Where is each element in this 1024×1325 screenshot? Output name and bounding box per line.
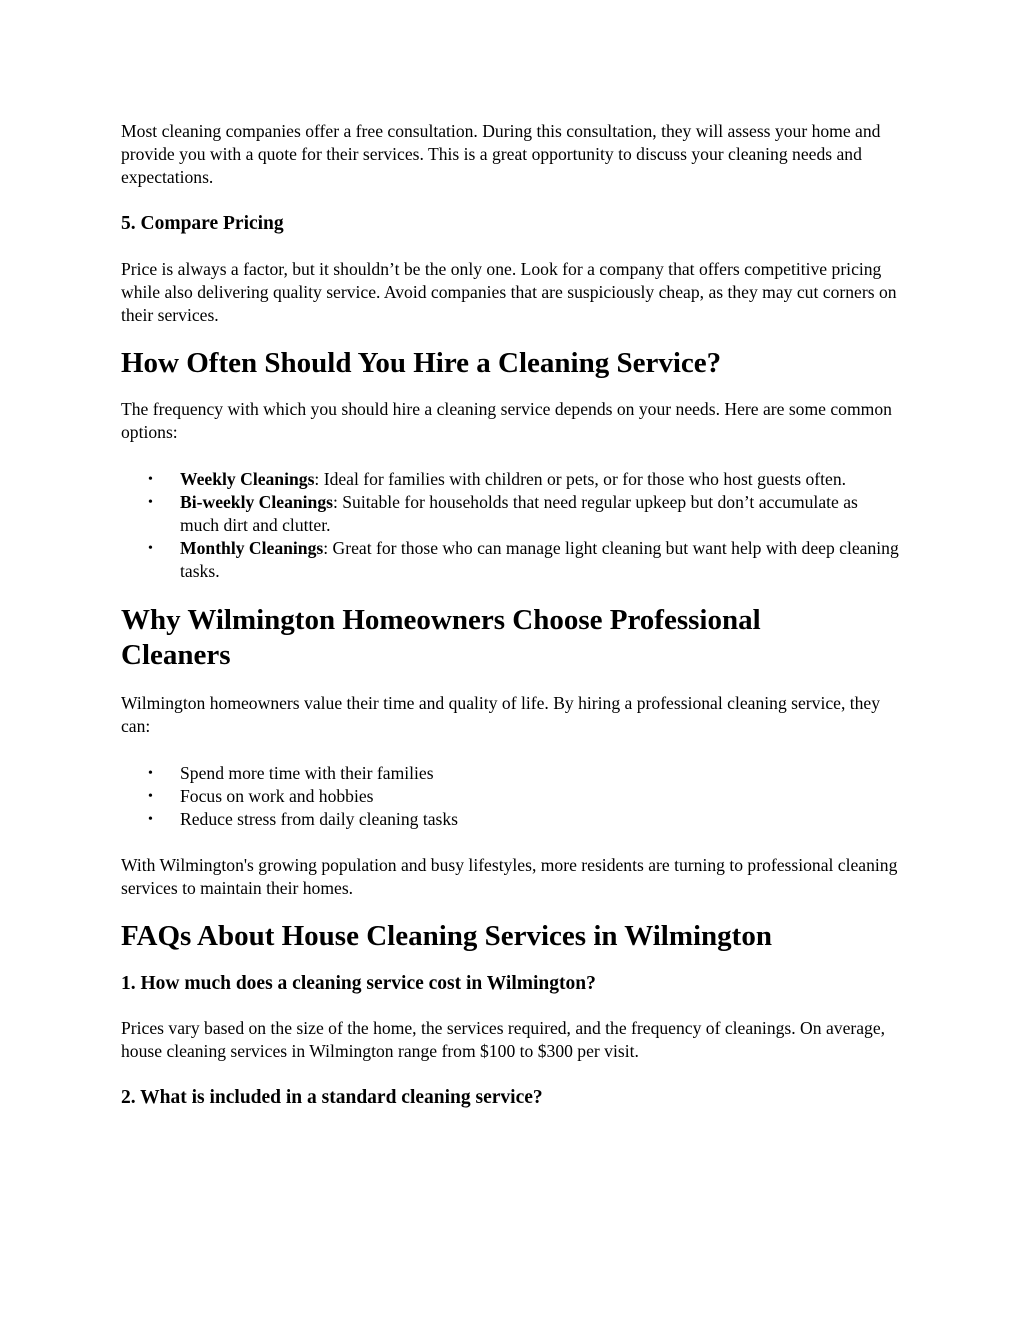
- list-item-term: Weekly Cleanings: [180, 469, 315, 489]
- list-item-weekly: [148, 468, 901, 491]
- why-wilmington-heading: Why Wilmington Homeowners Choose Professional Cleaners: [121, 604, 761, 671]
- list-item: [148, 808, 901, 831]
- list-item-term: Bi-weekly Cleanings: [180, 492, 333, 512]
- intro-paragraph: Most cleaning companies offer a free consultation. During this consultation, they will assess your home and provide you with a quote for their services. This is a great opportunity to discuss your cleaning needs and expectations.: [121, 121, 881, 187]
- list-item-text: Focus on work and hobbies: [180, 786, 374, 806]
- bullet-icon: •: [148, 789, 153, 804]
- how-often-heading: How Often Should You Hire a Cleaning Service?: [121, 347, 722, 379]
- list-item-text: Reduce stress from daily cleaning tasks: [180, 809, 459, 829]
- compare-pricing-heading: 5. Compare Pricing: [121, 213, 284, 234]
- compare-pricing-paragraph: Price is always a factor, but it shouldn’t be the only one. Look for a company that offers competitive pricing while also delivering quality service. Avoid companies that are suspiciously cheap, as they may cut corners on their services.: [121, 259, 897, 325]
- list-item-monthly: [148, 537, 901, 583]
- faq-question-1: 1. How much does a cleaning service cost in Wilmington?: [121, 973, 596, 994]
- document-body: [121, 120, 901, 1110]
- list-item-text: Spend more time with their families: [180, 763, 434, 783]
- bullet-icon: •: [148, 812, 153, 827]
- bullet-icon: •: [148, 766, 153, 781]
- list-item-term: Monthly Cleanings: [180, 538, 324, 558]
- faqs-heading: FAQs About House Cleaning Services in Wilmington: [121, 920, 772, 952]
- frequency-list: [121, 468, 901, 583]
- why-wilmington-paragraph: Wilmington homeowners value their time and quality of life. By hiring a professional cleaning service, they can:: [121, 693, 881, 736]
- benefits-list: [121, 762, 901, 831]
- list-item: [148, 785, 901, 808]
- list-item-desc: : Ideal for families with children or pets, or for those who host guests often.: [314, 469, 847, 489]
- faq-question-2: 2. What is included in a standard cleaning service?: [121, 1087, 543, 1108]
- list-item-biweekly: [148, 491, 901, 537]
- list-item-desc: : Suitable for households that need regular upkeep but don’t accumulate as much dirt and clutter.: [180, 492, 858, 535]
- bullet-icon: •: [148, 495, 153, 510]
- list-item: [148, 762, 901, 785]
- why-wilmington-closing: With Wilmington's growing population and busy lifestyles, more residents are turning to professional cleaning services to maintain their homes.: [121, 855, 898, 898]
- bullet-icon: •: [148, 541, 153, 556]
- how-often-paragraph: The frequency with which you should hire a cleaning service depends on your needs. Here are some common options:: [121, 399, 892, 442]
- bullet-icon: •: [148, 472, 153, 487]
- list-item-desc: : Great for those who can manage light cleaning but want help with deep cleaning tasks.: [180, 538, 899, 581]
- faq-answer-1: Prices vary based on the size of the home, the services required, and the frequency of cleanings. On average, house cleaning services in Wilmington range from $100 to $300 per visit.: [121, 1018, 886, 1061]
